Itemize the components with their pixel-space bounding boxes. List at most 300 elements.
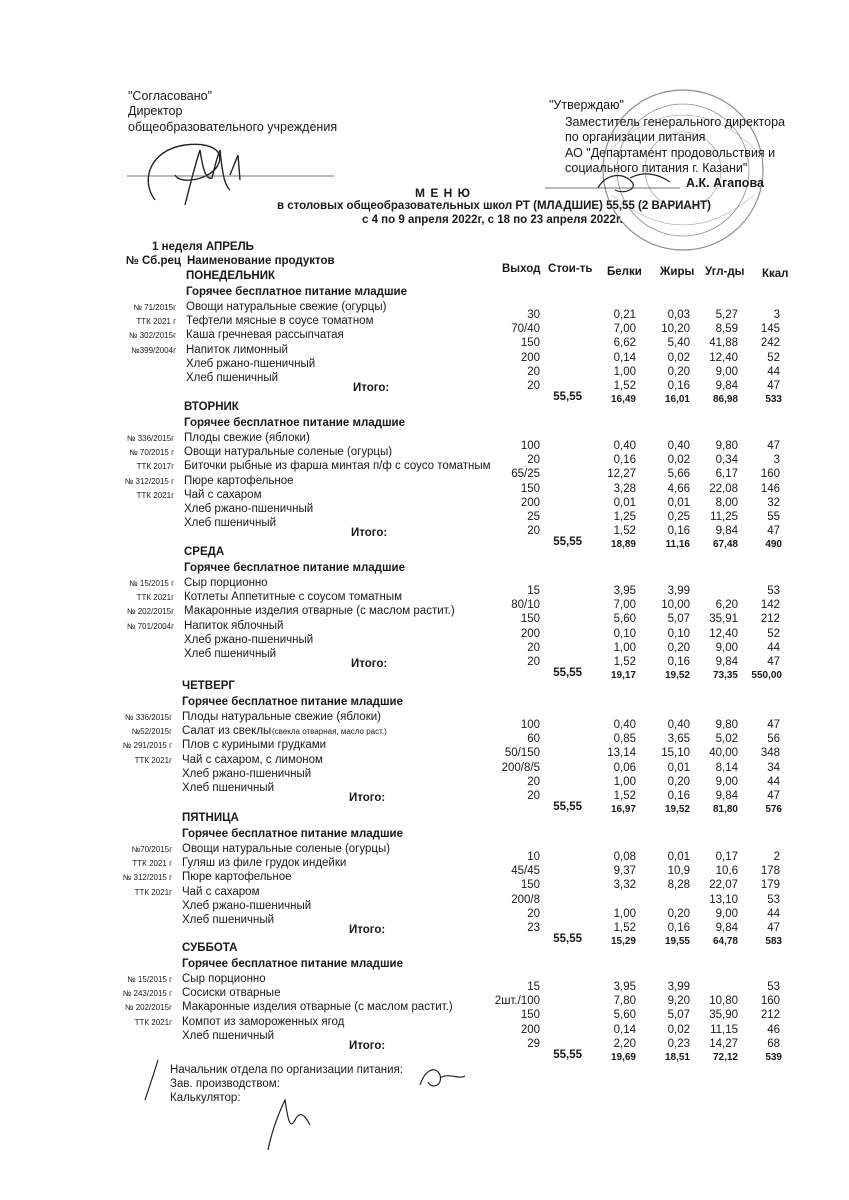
kcal-value: 46	[767, 1023, 780, 1036]
recipe-code: ТТК 2021г	[136, 490, 174, 500]
menu-subtitle: в столовых общеобразовательных школ РТ (МЛАДШИЕ) 55,55 (2 ВАРИАНТ)	[277, 200, 711, 212]
output-value: 20	[527, 525, 540, 538]
proteins-value: 1,00	[613, 641, 636, 654]
section-title: Горячее бесплатное питание младшие	[184, 417, 406, 429]
total-proteins: 18,89	[610, 539, 636, 551]
kcal-value: 44	[767, 365, 780, 378]
kcal-value: 56	[767, 733, 780, 746]
deputy-label: Заместитель генерального директора	[565, 115, 786, 129]
total-fats: 19,52	[664, 670, 690, 682]
proteins-value: 0,14	[613, 351, 636, 364]
section-title: Горячее бесплатное питание младшие	[186, 286, 408, 298]
proteins-value: 1,25	[613, 511, 636, 523]
dish-name: Каша гречневая рассыпчатая	[186, 329, 344, 342]
proteins-value: 0,40	[613, 719, 636, 731]
dish-name: Хлеб пшеничный	[182, 914, 275, 926]
kcal-value: 47	[767, 440, 780, 452]
carbs-value: 0,34	[715, 454, 738, 467]
dish-name: Салат из свеклы	[182, 725, 272, 738]
dish-name: Тефтели мясные в соусе томатном	[186, 315, 374, 328]
carbs-value: 9,80	[715, 440, 738, 452]
recipe-code: № 15/2015 г	[129, 579, 174, 588]
day-title: ЧЕТВЕРГ	[182, 680, 235, 692]
carbs-value: 9,84	[715, 525, 738, 538]
proteins-value: 0,14	[613, 1023, 636, 1036]
week-label: 1 неделя АПРЕЛЬ	[152, 241, 254, 253]
fats-value: 0,01	[667, 851, 690, 863]
proteins-value: 0,85	[613, 733, 636, 746]
kcal-value: 2	[773, 851, 780, 863]
recipe-code: № 202/2015г	[126, 607, 174, 617]
fats-value: 10,00	[661, 599, 690, 612]
signer-name: А.К. Агапова	[686, 176, 764, 190]
proteins-value: 1,52	[613, 922, 636, 934]
total-label: Итого:	[351, 527, 388, 540]
output-value: 65/25	[511, 468, 540, 481]
carbs-value: 8,59	[715, 323, 738, 336]
dish-name: Овощи натуральные соленые (огурцы)	[184, 446, 393, 459]
output-value: 200/8/5	[501, 761, 540, 774]
total-kcal: 539	[765, 1052, 782, 1063]
fats-value: 3,65	[667, 733, 690, 746]
kcal-value: 145	[760, 323, 780, 336]
dish-name: Котлеты Аппетитные с соусом томатным	[184, 591, 403, 604]
carbs-value: 9,00	[715, 365, 738, 378]
proteins-value: 1,52	[613, 656, 636, 668]
fats-value: 5,66	[667, 468, 690, 481]
output-value: 23	[527, 922, 540, 934]
kcal-value: 47	[767, 922, 780, 934]
output-value: 80/10	[511, 599, 540, 612]
output-value: 200	[520, 1023, 540, 1036]
fats-value: 0,16	[667, 922, 690, 934]
day-title: СРЕДА	[184, 546, 225, 558]
kcal-value: 44	[767, 775, 780, 788]
proteins-value: 0,01	[613, 496, 636, 509]
carbs-value: 0,17	[715, 851, 738, 863]
total-label: Итого:	[353, 382, 390, 395]
kcal-value: 47	[767, 380, 780, 392]
proteins-value: 6,62	[613, 337, 636, 350]
price-value: 55,55	[553, 391, 582, 404]
kcal-value: 160	[760, 468, 780, 481]
footer-calculator: Калькулятор:	[170, 1092, 241, 1104]
output-value: 20	[527, 775, 540, 788]
proteins-value: 9,37	[613, 865, 636, 878]
recipe-code: № 336/2015г	[126, 434, 174, 443]
col-product-name: Наименование продуктов	[187, 255, 335, 267]
carbs-value: 6,17	[715, 468, 738, 481]
output-value: 2шт./100	[494, 995, 540, 1008]
recipe-code: № 701/2004г	[126, 621, 174, 631]
proteins-value: 7,00	[613, 323, 636, 336]
output-value: 200	[520, 496, 540, 509]
kcal-value: 47	[767, 790, 780, 802]
dish-name: Чай с сахаром	[182, 885, 260, 898]
carbs-value: 12,40	[709, 627, 738, 640]
kcal-value: 53	[767, 585, 780, 597]
company-label: АО "Департамент продовольствия и	[565, 146, 776, 160]
fats-value: 0,25	[667, 511, 690, 523]
proteins-value: 7,80	[613, 995, 636, 1008]
kcal-value: 348	[760, 747, 780, 760]
fats-value: 0,20	[667, 641, 690, 654]
day-title: ПЯТНИЦА	[182, 812, 239, 824]
carbs-value: 9,84	[715, 790, 738, 802]
dish-name: Овощи натуральные соленые (огурцы)	[182, 843, 391, 855]
dish-name: Хлеб пшеничный	[184, 648, 277, 660]
company-label-2: социального питания г. Казани"	[565, 161, 748, 175]
fats-value: 0,10	[667, 627, 690, 640]
output-value: 45/45	[511, 865, 540, 878]
col-output: Выход	[502, 263, 541, 275]
proteins-value: 3,95	[613, 981, 636, 993]
fats-value: 10,20	[661, 323, 690, 336]
proteins-value: 3,28	[613, 482, 636, 495]
carbs-value: 22,08	[709, 482, 738, 495]
dish-name: Сосиски отварные	[182, 987, 281, 1000]
proteins-value: 1,52	[613, 525, 636, 538]
fats-value: 0,02	[667, 454, 690, 467]
org-label: по организации питания	[565, 130, 706, 144]
total-proteins: 19,69	[610, 1052, 636, 1063]
section-title: Горячее бесплатное питание младшие	[182, 696, 404, 708]
approver-signature	[598, 174, 670, 192]
proteins-value: 1,52	[613, 380, 636, 392]
dish-name: Плов с куриными грудками	[182, 739, 327, 752]
dish-note: (свекла отварная, масло раст.)	[272, 727, 387, 737]
kcal-value: 146	[760, 482, 780, 495]
proteins-value: 3,32	[613, 879, 636, 892]
dish-name: Макаронные изделия отварные (с маслом растит.)	[182, 1001, 453, 1014]
kcal-value: 178	[760, 865, 780, 878]
output-value: 29	[527, 1037, 540, 1050]
recipe-code: ТТК 2021 г	[136, 317, 176, 327]
carbs-value: 9,80	[715, 719, 738, 731]
kcal-value: 212	[760, 1009, 780, 1022]
output-value: 20	[527, 365, 540, 378]
total-carbs: 64,78	[712, 936, 738, 948]
carbs-value: 5,27	[715, 309, 738, 321]
carbs-value: 40,00	[709, 747, 738, 760]
proteins-value: 0,08	[613, 851, 636, 863]
day-title: ВТОРНИК	[184, 401, 239, 413]
total-proteins: 15,29	[610, 936, 636, 948]
total-carbs: 86,98	[712, 394, 738, 406]
fats-value: 0,16	[667, 790, 690, 802]
fats-value: 0,20	[667, 775, 690, 788]
kcal-value: 52	[767, 351, 780, 364]
kcal-value: 142	[760, 599, 780, 612]
section-title: Горячее бесплатное питание младшие	[182, 828, 404, 840]
kcal-value: 44	[767, 641, 780, 654]
total-proteins: 16,49	[610, 394, 636, 406]
proteins-value: 5,60	[613, 613, 636, 626]
proteins-value: 3,95	[613, 585, 636, 597]
output-value: 15	[527, 981, 540, 993]
output-value: 50/150	[504, 747, 540, 760]
carbs-value: 22,07	[709, 879, 738, 892]
carbs-value: 41,88	[709, 337, 738, 350]
price-value: 55,55	[553, 1049, 582, 1061]
output-value: 30	[527, 309, 540, 321]
kcal-value: 55	[767, 511, 780, 523]
fats-value: 3,99	[667, 981, 690, 993]
fats-value: 0,23	[667, 1037, 690, 1050]
dish-name: Хлеб ржано-пшеничный	[184, 633, 314, 646]
agreed-label: "Согласовано"	[128, 89, 213, 103]
total-kcal: 533	[765, 394, 782, 406]
proteins-value: 0,10	[613, 627, 636, 640]
total-kcal: 490	[765, 539, 782, 551]
proteins-value: 0,21	[613, 309, 636, 321]
fats-value: 0,16	[667, 525, 690, 538]
carbs-value: 10,80	[709, 995, 738, 1008]
carbs-value: 6,20	[715, 599, 738, 612]
recipe-code: ТТК 2021г	[134, 887, 172, 897]
output-value: 70/40	[511, 323, 540, 336]
col-carbs: Угл-ды	[705, 266, 745, 278]
footer-head-of-department: Начальник отдела по организации питания:	[170, 1064, 403, 1076]
carbs-value: 8,14	[715, 761, 738, 774]
dish-name: Пюре картофельное	[182, 871, 292, 884]
dish-name: Сыр порционно	[184, 577, 268, 589]
dish-name: Макаронные изделия отварные (с маслом растит.)	[184, 605, 455, 618]
menu-dates: с 4 по 9 апреля 2022г, с 18 по 23 апреля 2022г.	[362, 214, 623, 226]
price-value: 55,55	[553, 933, 582, 946]
director-signature	[148, 144, 240, 205]
day-title: СУББОТА	[182, 942, 238, 954]
dish-name: Биточки рыбные из фарша минтая п/ф с соусо томатным	[184, 460, 491, 473]
kcal-value: 47	[767, 719, 780, 731]
recipe-code: ТТК 2021г	[136, 593, 174, 603]
menu-title: М Е Н Ю	[415, 186, 472, 200]
fats-value: 5,07	[667, 613, 690, 626]
output-value: 20	[527, 907, 540, 920]
output-value: 100	[520, 440, 540, 452]
dish-name: Гуляш из филе грудок индейки	[182, 857, 347, 870]
kcal-value: 44	[767, 907, 780, 920]
dish-name: Компот из замороженных ягод	[182, 1015, 345, 1028]
output-value: 150	[520, 337, 540, 350]
recipe-code: ТТК 2021 г	[132, 859, 172, 869]
carbs-value: 9,00	[715, 641, 738, 654]
proteins-value: 2,20	[613, 1037, 636, 1050]
total-proteins: 16,97	[610, 804, 636, 816]
carbs-value: 9,84	[715, 380, 738, 392]
col-fats: Жиры	[660, 266, 695, 278]
footer-production-manager: Зав. производством:	[170, 1078, 280, 1090]
dish-name: Чай с сахаром, с лимоном	[182, 753, 323, 766]
proteins-value: 1,52	[613, 790, 636, 802]
proteins-value: 0,06	[613, 761, 636, 774]
price-value: 55,55	[553, 667, 582, 680]
total-carbs: 72,12	[712, 1052, 738, 1063]
fats-value: 0,03	[667, 309, 690, 321]
director-label: Директор	[128, 104, 183, 118]
recipe-code: № 243/2015 г	[122, 989, 172, 999]
fats-value: 3,99	[667, 585, 690, 597]
total-kcal: 583	[765, 936, 782, 948]
recipe-code: №52/2015г	[131, 727, 172, 737]
fats-value: 0,01	[667, 496, 690, 509]
recipe-code: № 70/2015 г	[129, 448, 174, 458]
kcal-value: 179	[760, 879, 780, 892]
recipe-code: № 71/2015г	[133, 303, 176, 312]
dish-name: Хлеб пшеничный	[182, 782, 275, 794]
carbs-value: 8,00	[715, 496, 738, 509]
fats-value: 0,40	[667, 719, 690, 731]
output-value: 100	[520, 719, 540, 731]
dish-name: Хлеб ржано-пшеничный	[182, 767, 312, 780]
col-kcal: Ккал	[762, 268, 789, 280]
fats-value: 0,01	[667, 761, 690, 774]
carbs-value: 13,10	[709, 893, 738, 906]
proteins-value: 0,40	[613, 440, 636, 452]
kcal-value: 32	[767, 496, 780, 509]
proteins-value: 5,60	[613, 1009, 636, 1022]
kcal-value: 68	[767, 1037, 780, 1050]
total-carbs: 81,80	[712, 804, 738, 816]
fats-value: 15,10	[661, 747, 690, 760]
approve-label: "Утверждаю"	[549, 98, 624, 112]
dish-name: Хлеб пшеничный	[184, 517, 277, 530]
dish-name: Хлеб пшеничный	[182, 1029, 275, 1042]
total-fats: 19,52	[664, 804, 690, 816]
total-kcal: 576	[765, 804, 782, 816]
section-title: Горячее бесплатное питание младшие	[184, 562, 406, 574]
output-value: 150	[520, 879, 540, 892]
kcal-value: 160	[760, 995, 780, 1008]
fats-value: 0,16	[667, 656, 690, 668]
carbs-value: 10,6	[715, 865, 738, 878]
section-title: Горячее бесплатное питание младшие	[182, 958, 404, 970]
output-value: 20	[527, 656, 540, 668]
total-label: Итого:	[351, 658, 388, 671]
recipe-code: №399/2004г	[131, 345, 176, 355]
fats-value: 0,20	[667, 907, 690, 920]
output-value: 150	[520, 613, 540, 626]
total-carbs: 67,48	[712, 539, 738, 551]
school-label: общеобразовательного учреждения	[128, 120, 338, 134]
total-label: Итого:	[349, 924, 386, 937]
output-value: 15	[527, 585, 540, 597]
kcal-value: 53	[767, 893, 780, 906]
kcal-value: 47	[767, 656, 780, 668]
output-value: 25	[527, 511, 540, 523]
carbs-value: 11,25	[710, 511, 738, 523]
total-fats: 18,51	[664, 1052, 690, 1063]
dish-name: Плоды натуральные свежие (яблоки)	[182, 711, 381, 723]
kcal-value: 47	[767, 525, 780, 538]
recipe-code: № 312/2015 г	[122, 873, 172, 883]
output-value: 20	[527, 380, 540, 392]
output-value: 60	[527, 733, 540, 746]
output-value: 20	[527, 454, 540, 467]
kcal-value: 212	[760, 613, 780, 626]
proteins-value: 7,00	[613, 599, 636, 612]
total-fats: 16,01	[664, 394, 690, 406]
fats-value: 5,40	[667, 337, 690, 350]
kcal-value: 52	[767, 627, 780, 640]
proteins-value: 1,00	[613, 907, 636, 920]
proteins-value: 0,16	[613, 454, 636, 467]
proteins-value: 13,14	[607, 747, 636, 760]
dish-name: Хлеб ржано-пшеничный	[184, 503, 314, 515]
dish-name: Хлеб пшеничный	[186, 372, 279, 384]
total-fats: 11,16	[665, 539, 690, 551]
recipe-code: № 15/2015 г	[127, 975, 172, 984]
output-value: 150	[520, 1009, 540, 1022]
col-proteins: Белки	[607, 266, 642, 278]
recipe-code: № 336/2015г	[124, 713, 172, 722]
total-fats: 19,55	[664, 936, 690, 948]
recipe-code: № 312/2015 г	[124, 476, 174, 486]
carbs-value: 35,90	[709, 1009, 738, 1022]
total-kcal: 550,00	[751, 670, 782, 682]
total-proteins: 19,17	[610, 670, 636, 682]
fats-value: 0,20	[667, 365, 690, 378]
carbs-value: 9,84	[715, 656, 738, 668]
fats-value: 0,02	[667, 351, 690, 364]
dish-name: Сыр порционно	[182, 973, 266, 985]
recipe-code: № 302/2015г	[128, 331, 176, 341]
proteins-value: 12,27	[607, 468, 636, 481]
dish-name: Плоды свежие (яблоки)	[184, 432, 310, 444]
carbs-value: 35,91	[709, 613, 738, 626]
recipe-code: ТТК 2017г	[136, 462, 174, 472]
price-value: 55,55	[553, 801, 582, 814]
fats-value: 4,66	[667, 482, 690, 495]
kcal-value: 53	[767, 981, 780, 993]
fats-value: 8,28	[667, 879, 690, 892]
dish-name: Овощи натуральные свежие (огурцы)	[186, 301, 387, 313]
fats-value: 0,16	[667, 380, 690, 392]
proteins-value: 1,00	[613, 775, 636, 788]
carbs-value: 11,15	[710, 1023, 738, 1036]
recipe-code: ТТК 2021г	[134, 755, 172, 765]
dish-name: Чай с сахаром	[184, 488, 262, 501]
output-value: 200	[520, 351, 540, 364]
output-value: 150	[520, 482, 540, 495]
day-title: ПОНЕДЕЛЬНИК	[186, 270, 275, 282]
fats-value: 0,02	[667, 1023, 690, 1036]
carbs-value: 12,40	[709, 351, 738, 364]
output-value: 20	[527, 790, 540, 802]
output-value: 200	[520, 627, 540, 640]
dish-name: Пюре картофельное	[184, 474, 294, 487]
fats-value: 10,9	[667, 865, 690, 878]
fats-value: 0,40	[667, 440, 690, 452]
output-value: 200/8	[511, 893, 540, 906]
recipe-code: № 291/2015 г	[122, 741, 172, 751]
kcal-value: 242	[760, 337, 780, 350]
carbs-value: 9,84	[715, 922, 738, 934]
col-cost: Стои-ть	[548, 263, 593, 275]
total-carbs: 73,35	[712, 670, 738, 682]
total-label: Итого:	[349, 792, 386, 805]
recipe-code: № 202/2015г	[124, 1003, 172, 1013]
recipe-code: №70/2015г	[131, 845, 172, 854]
kcal-value: 34	[767, 761, 780, 774]
col-recipe-no: № Сб.рец	[126, 255, 181, 267]
recipe-code: ТТК 2021г	[134, 1017, 172, 1027]
kcal-value: 3	[773, 309, 780, 321]
fats-value: 5,07	[667, 1009, 690, 1022]
dish-name: Напиток яблочный	[184, 619, 284, 632]
carbs-value: 5,02	[715, 733, 738, 746]
carbs-value: 9,00	[715, 775, 738, 788]
